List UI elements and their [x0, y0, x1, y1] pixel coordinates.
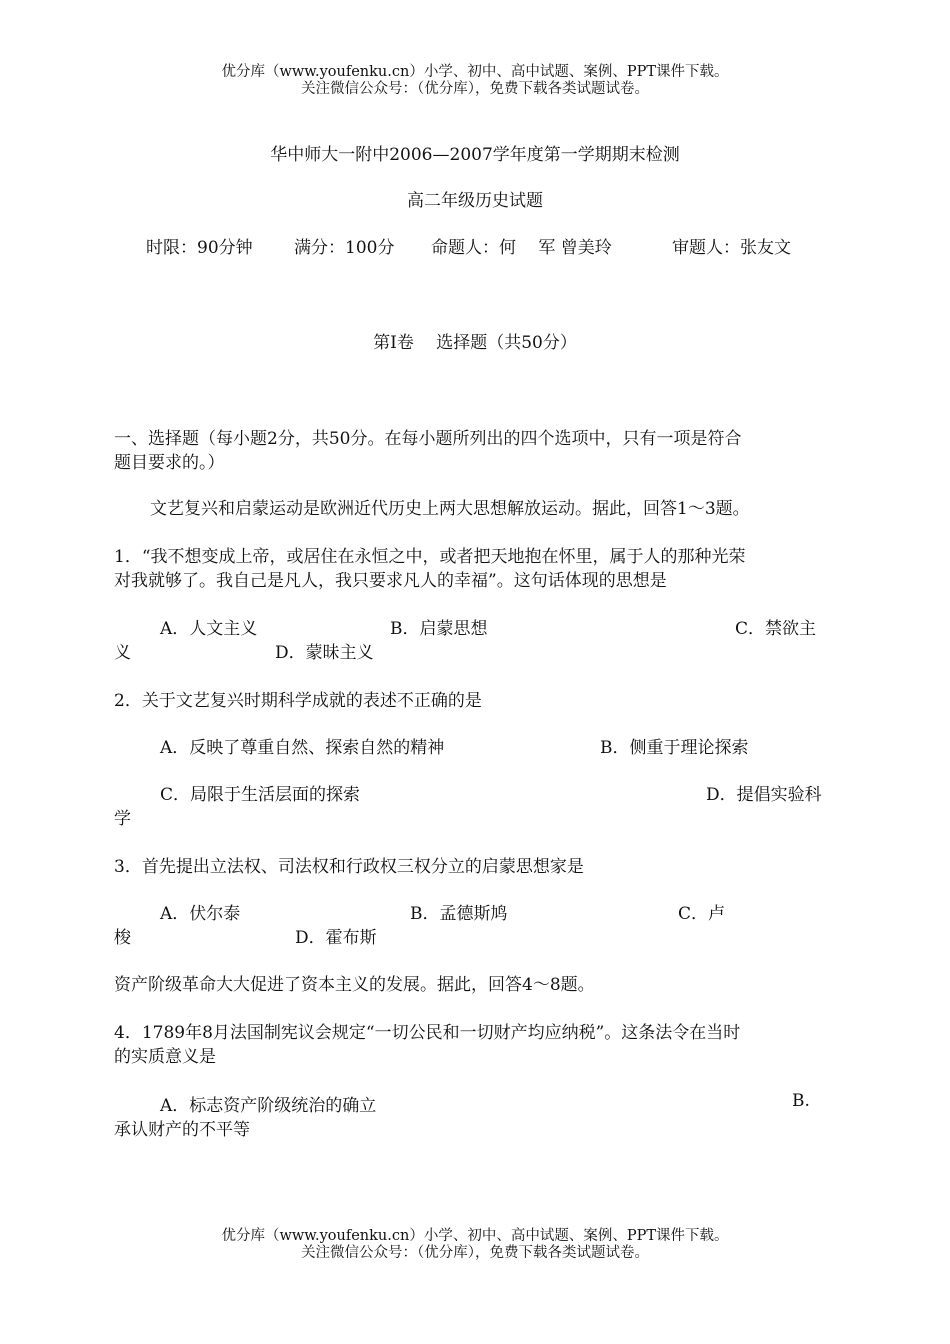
q3-option-a: A．伏尔泰	[160, 904, 241, 924]
header-line-1: 优分库（www.youfenku.cn）小学、初中、高中试题、案例、PPT课件下载。	[221, 64, 729, 80]
intro-1-3: 文艺复兴和启蒙运动是欧洲近代历史上两大思想解放运动。据此，回答1～3题。	[150, 499, 750, 519]
q1-option-a: A．人文主义	[160, 619, 258, 639]
q3-option-c-cont: 梭	[114, 928, 131, 948]
page-header	[0, 64, 950, 98]
q2-stem: 2．关于文艺复兴时期科学成就的表述不正确的是	[114, 691, 482, 711]
header-line-2: 关注微信公众号：（优分库），免费下载各类试题试卷。	[301, 81, 649, 97]
time-limit: 时限：90分钟	[146, 238, 253, 258]
section-heading-cont: 题目要求的。）	[114, 453, 225, 473]
q4-option-b: B.	[792, 1091, 810, 1111]
exam-subtitle: 高二年级历史试题	[407, 191, 543, 211]
q1-stem-cont: 对我就够了。我自己是凡人，我只要求凡人的幸福”。这句话体现的思想是	[114, 571, 667, 591]
exam-title: 华中师大一附中2006—2007学年度第一学期期末检测	[270, 145, 680, 165]
full-score: 满分：100分	[294, 238, 395, 258]
q3-stem: 3．首先提出立法权、司法权和行政权三权分立的启蒙思想家是	[114, 857, 584, 877]
intro-4-8: 资产阶级革命大大促进了资本主义的发展。据此，回答4～8题。	[114, 975, 595, 995]
q2-option-b: B．侧重于理论探索	[600, 738, 749, 758]
q1-option-d: D．蒙昧主义	[275, 643, 374, 663]
q1-option-c-cont: 义	[114, 643, 131, 663]
volume-title: 第Ⅰ卷 选择题（共50分）	[373, 333, 577, 353]
reviewer: 审题人：张友文	[672, 238, 791, 258]
q4-option-b-cont: 承认财产的不平等	[114, 1120, 250, 1140]
q3-option-c: C．卢	[678, 904, 726, 924]
q1-option-c: C．禁欲主	[735, 619, 817, 639]
section-heading: 一、选择题（每小题2分，共50分。在每小题所列出的四个选项中，只有一项是符合	[114, 429, 742, 449]
q2-option-c: C．局限于生活层面的探索	[160, 785, 361, 805]
q4-stem-cont: 的实质意义是	[114, 1047, 216, 1067]
footer-line-2: 关注微信公众号：（优分库），免费下载各类试题试卷。	[301, 1245, 649, 1261]
q2-option-d-cont: 学	[114, 809, 131, 829]
footer-line-1: 优分库（www.youfenku.cn）小学、初中、高中试题、案例、PPT课件下载。	[221, 1228, 729, 1244]
page-footer	[0, 1228, 950, 1262]
q1-option-b: B．启蒙思想	[390, 619, 488, 639]
q1-stem: 1．“我不想变成上帝，或居住在永恒之中，或者把天地抱在怀里，属于人的那种光荣	[114, 547, 746, 567]
q4-stem: 4．1789年8月法国制宪议会规定“一切公民和一切财产均应纳税”。这条法令在当时	[114, 1023, 741, 1043]
q2-option-a: A．反映了尊重自然、探索自然的精神	[160, 738, 445, 758]
q4-option-a: A．标志资产阶级统治的确立	[160, 1096, 377, 1116]
question-setter: 命题人：何 军 曾美玲	[431, 238, 612, 258]
q3-option-d: D．霍布斯	[295, 928, 377, 948]
q2-option-d: D．提倡实验科	[706, 785, 822, 805]
q3-option-b: B．孟德斯鸠	[410, 904, 508, 924]
